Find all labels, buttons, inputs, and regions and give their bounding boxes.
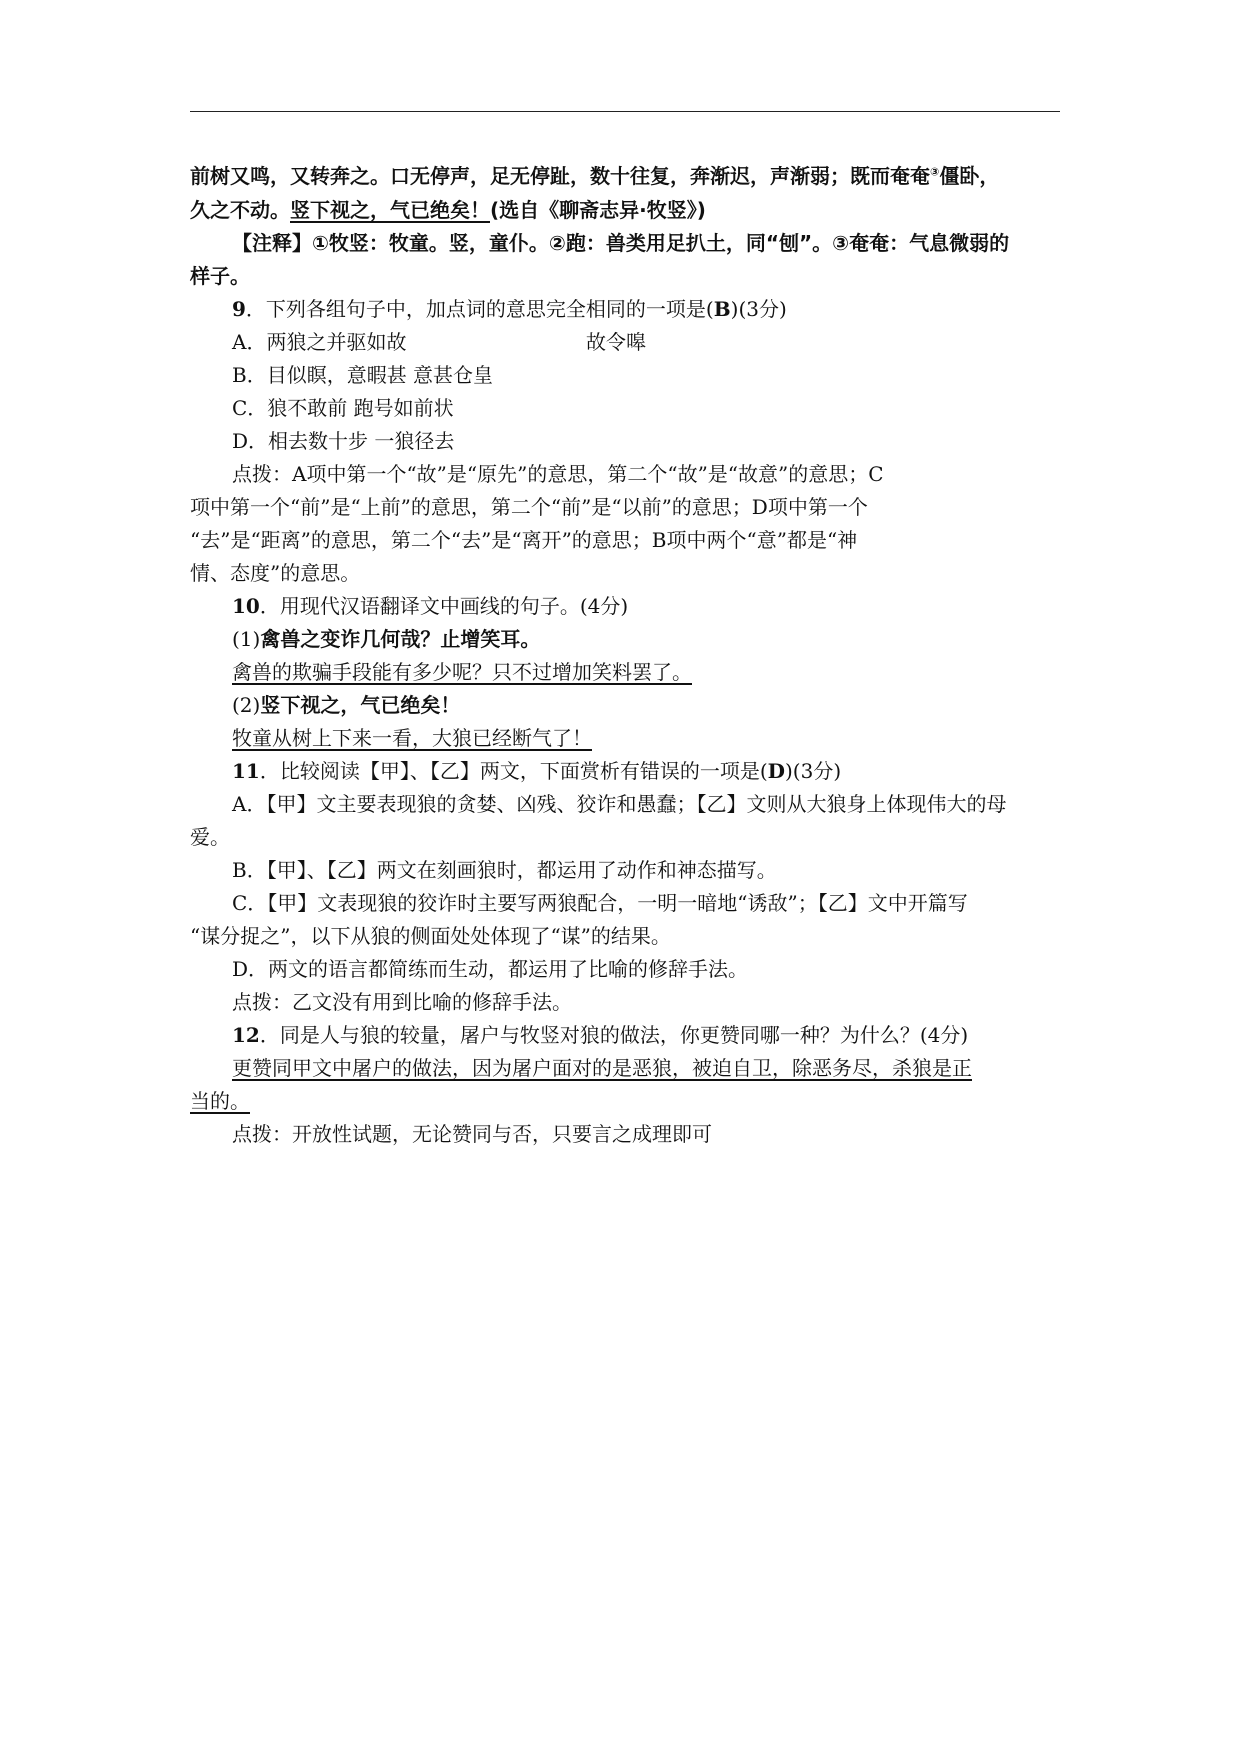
header-rule	[190, 111, 1060, 112]
question-10-answer-2	[232, 722, 1066, 755]
question-9-option-b: B．目似瞑，意暇甚 意甚仓皇	[232, 363, 494, 387]
question-12-stem: 12．同是人与狼的较量，屠户与牧竖对狼的做法，你更赞同哪一种？为什么？(4分)	[232, 1023, 969, 1047]
passage-line-1	[190, 160, 1066, 193]
question-number: 11	[232, 759, 260, 783]
question-11-option-d: D．两文的语言都简练而生动，都运用了比喻的修辞手法。	[232, 957, 749, 981]
answer-text: 牧童从树上下来一看，大狼已经断气了！	[232, 726, 592, 750]
answer-text: 禽兽的欺骗手段能有多少呢？只不过增加笑料罢了。	[232, 660, 692, 684]
answer-text: 当的。	[190, 1089, 250, 1113]
question-11-option-a-1: A．【甲】文主要表现狼的贪婪、凶残、狡诈和愚蠢；【乙】文则从大狼身上体现伟大的母	[232, 792, 1007, 816]
question-10-stem: 10．用现代汉语翻译文中画线的句子。(4分)	[232, 594, 629, 618]
question-12-answer-2	[190, 1085, 1066, 1118]
question-11-option-a-2: 爱。	[190, 825, 230, 849]
question-11-stem: 11．比较阅读【甲】、【乙】两文，下面赏析有错误的一项是(D)(3分)	[232, 759, 842, 783]
question-number: 12	[232, 1023, 260, 1047]
question-number: 9	[232, 297, 246, 321]
answer-letter: B	[713, 297, 731, 321]
underlined-sentence: 竖下视之，气已绝矣！	[290, 198, 490, 222]
question-9-explanation-1: 点拨：A项中第一个“故”是“原先”的意思，第二个“故”是“故意”的意思；C	[232, 462, 884, 486]
question-9-option-d: D．相去数十步 一狼径去	[232, 429, 455, 453]
question-number: 10	[232, 594, 260, 618]
question-11-option-c-1: C．【甲】文表现狼的狡诈时主要写两狼配合，一明一暗地“诱敌”；【乙】文中开篇写	[232, 891, 968, 915]
passage-text: 前树又鸣，又转奔之。口无停声，足无停趾，数十往复，奔渐迟，声渐弱；既而奄奄	[190, 164, 930, 188]
notes-line-1: 【注释】①牧竖：牧童。竖，童仆。②跑：兽类用足扒土，同“刨”。③奄奄：气息微弱的	[232, 231, 1010, 255]
question-11-option-c-2: “谋分捉之”，以下从狼的侧面处处体现了“谋”的结果。	[190, 924, 671, 948]
answer-letter: D	[767, 759, 785, 783]
question-10-sentence-2: (2)竖下视之，气已绝矣！	[232, 693, 461, 717]
question-9-option-a: A．两狼之并驱如故 故令嗥	[232, 330, 646, 354]
question-12-answer-1	[232, 1052, 1066, 1085]
question-9-explanation-4: 情、态度”的意思。	[190, 561, 361, 585]
question-11-explanation: 点拨：乙文没有用到比喻的修辞手法。	[232, 990, 572, 1014]
passage-text: 久之不动。	[190, 198, 290, 222]
question-9-stem: 9．下列各组句子中，加点词的意思完全相同的一项是(B)(3分)	[232, 297, 787, 321]
source-citation: (选自《聊斋志异·牧竖》)	[490, 198, 706, 222]
question-9-explanation-2: 项中第一个“前”是“上前”的意思，第二个“前”是“以前”的意思；D项中第一个	[190, 495, 868, 519]
footnote-mark: ③	[930, 165, 940, 179]
question-9-option-c: C．狼不敢前 跑号如前状	[232, 396, 454, 420]
question-10-answer-1	[232, 656, 1066, 689]
passage-line-2	[190, 194, 1066, 227]
notes-line-2: 样子。	[190, 264, 250, 288]
passage-text: 僵卧，	[939, 164, 1000, 188]
question-9-explanation-3: “去”是“距离”的意思，第二个“去”是“离开”的意思；B项中两个“意”都是“神	[190, 528, 858, 552]
question-10-sentence-1: (1)禽兽之变诈几何哉？止增笑耳。	[232, 627, 541, 651]
question-12-explanation: 点拨：开放性试题，无论赞同与否，只要言之成理即可	[232, 1122, 712, 1146]
question-11-option-b: B．【甲】、【乙】两文在刻画狼时，都运用了动作和神态描写。	[232, 858, 777, 882]
answer-text: 更赞同甲文中屠户的做法，因为屠户面对的是恶狼，被迫自卫，除恶务尽，杀狼是正	[232, 1056, 972, 1080]
